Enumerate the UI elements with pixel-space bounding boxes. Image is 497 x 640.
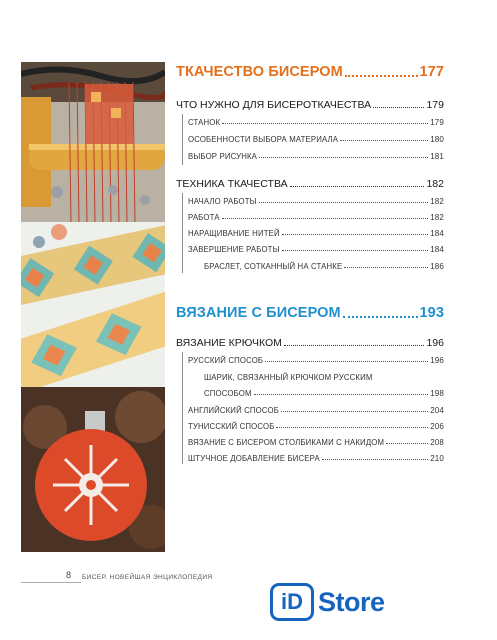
logo-box-letters: iD [281,589,303,614]
item-title: РУССКИЙ СПОСОБ [188,356,264,365]
item-title: СТАНОК [188,118,221,127]
toc-item-single-bead[interactable] [188,454,444,463]
toc-section-weaving[interactable] [176,64,444,80]
toc-chapter-needs[interactable] [176,99,444,111]
chapter-title: ЧТО НУЖНО ДЛЯ БИСЕРОТКАЧЕСТВА [176,99,372,111]
item-title: ЗАВЕРШЕНИЕ РАБОТЫ [188,245,280,254]
toc-item-tunisian[interactable] [188,422,444,431]
toc-item-material[interactable] [188,135,444,144]
dot-leader [322,459,428,460]
page-number: 184 [430,229,444,238]
toc-item-threads[interactable] [188,229,444,238]
dot-leader [222,218,429,219]
page-number: 182 [430,197,444,206]
toc-item-ball-line2[interactable] [204,389,444,398]
chapter-title: ВЯЗАНИЕ КРЮЧКОМ [176,337,282,349]
dot-leader [282,234,428,235]
section-title: ТКАЧЕСТВО БИСЕРОМ [176,64,343,80]
toc-item-russian[interactable] [188,356,444,365]
dot-leader [254,394,429,395]
page-number: 180 [430,135,444,144]
dot-leader [259,157,428,158]
dot-leader [345,75,418,77]
page-number: 179 [430,118,444,127]
page-number: 182 [426,178,444,190]
toc-item-finish[interactable] [188,245,444,254]
dot-leader [284,345,425,346]
logo-word: Store [318,586,385,617]
toc-item-ball-line1[interactable] [204,373,444,382]
toc-item-loom[interactable] [188,118,444,127]
toc-item-english[interactable] [188,406,444,415]
item-bracket-line [182,352,183,464]
page-number: 184 [430,245,444,254]
bead-loom-photo [21,62,165,222]
page-number: 179 [426,99,444,111]
beaded-ornament-photo [21,387,165,552]
item-bracket-line [182,193,183,273]
page-number: 198 [430,389,444,398]
toc-item-bracelet[interactable] [204,262,444,271]
dot-leader [259,202,428,203]
item-title: ШАРИК, СВЯЗАННЫЙ КРЮЧКОМ РУССКИМ [204,373,373,382]
page-number: 206 [430,422,444,431]
chapter-title: ТЕХНИКА ТКАЧЕСТВА [176,178,288,190]
dot-leader [276,427,428,428]
page-number: 196 [430,356,444,365]
dot-leader [343,316,418,318]
toc-item-work[interactable] [188,213,444,222]
footer-page-number: 8 [66,570,72,580]
logo-box [270,583,314,621]
dot-leader [344,267,428,268]
toc-item-start[interactable] [188,197,444,206]
item-title: ВЫБОР РИСУНКА [188,152,258,161]
dot-leader [265,361,428,362]
toc-chapter-technique[interactable] [176,178,444,190]
item-title: СПОСОБОМ [204,389,252,398]
item-bracket-line [182,114,183,165]
dot-leader [222,123,428,124]
item-title: ТУНИССКИЙ СПОСОБ [188,422,275,431]
page-number: 181 [430,152,444,161]
section-title: ВЯЗАНИЕ С БИСЕРОМ [176,305,341,321]
page-number: 204 [430,406,444,415]
toc-chapter-crochet[interactable] [176,337,444,349]
page-number: 186 [430,262,444,271]
item-title: НАРАЩИВАНИЕ НИТЕЙ [188,229,280,238]
item-title: РАБОТА [188,213,220,222]
item-title: ОСОБЕННОСТИ ВЫБОРА МАТЕРИАЛА [188,135,339,144]
dot-leader [290,186,425,187]
toc-item-double-crochet[interactable] [188,438,444,447]
dot-leader [340,140,428,141]
store-logo [270,582,385,622]
toc-item-pattern[interactable] [188,152,444,161]
page-number: 193 [419,305,444,321]
item-title: ВЯЗАНИЕ С БИСЕРОМ СТОЛБИКАМИ С НАКИДОМ [188,438,385,447]
item-title: БРАСЛЕТ, СОТКАННЫЙ НА СТАНКЕ [204,262,343,271]
page-number: 177 [419,64,444,80]
dot-leader [281,411,428,412]
item-title: АНГЛИЙСКИЙ СПОСОБ [188,406,279,415]
item-title: ШТУЧНОЕ ДОБАВЛЕНИЕ БИСЕРА [188,454,320,463]
page-number: 210 [430,454,444,463]
photo-column [21,62,165,552]
footer-rule [21,582,81,583]
toc-section-knitting[interactable] [176,305,444,321]
footer-book-title: БИСЕР. НОВЕЙШАЯ ЭНЦИКЛОПЕДИЯ [82,574,213,581]
dot-leader [282,250,429,251]
dot-leader [373,107,424,108]
page-number: 208 [430,438,444,447]
item-title: НАЧАЛО РАБОТЫ [188,197,257,206]
page-number: 196 [426,337,444,349]
page-number: 182 [430,213,444,222]
woven-bracelet-photo [21,222,165,387]
dot-leader [386,443,428,444]
